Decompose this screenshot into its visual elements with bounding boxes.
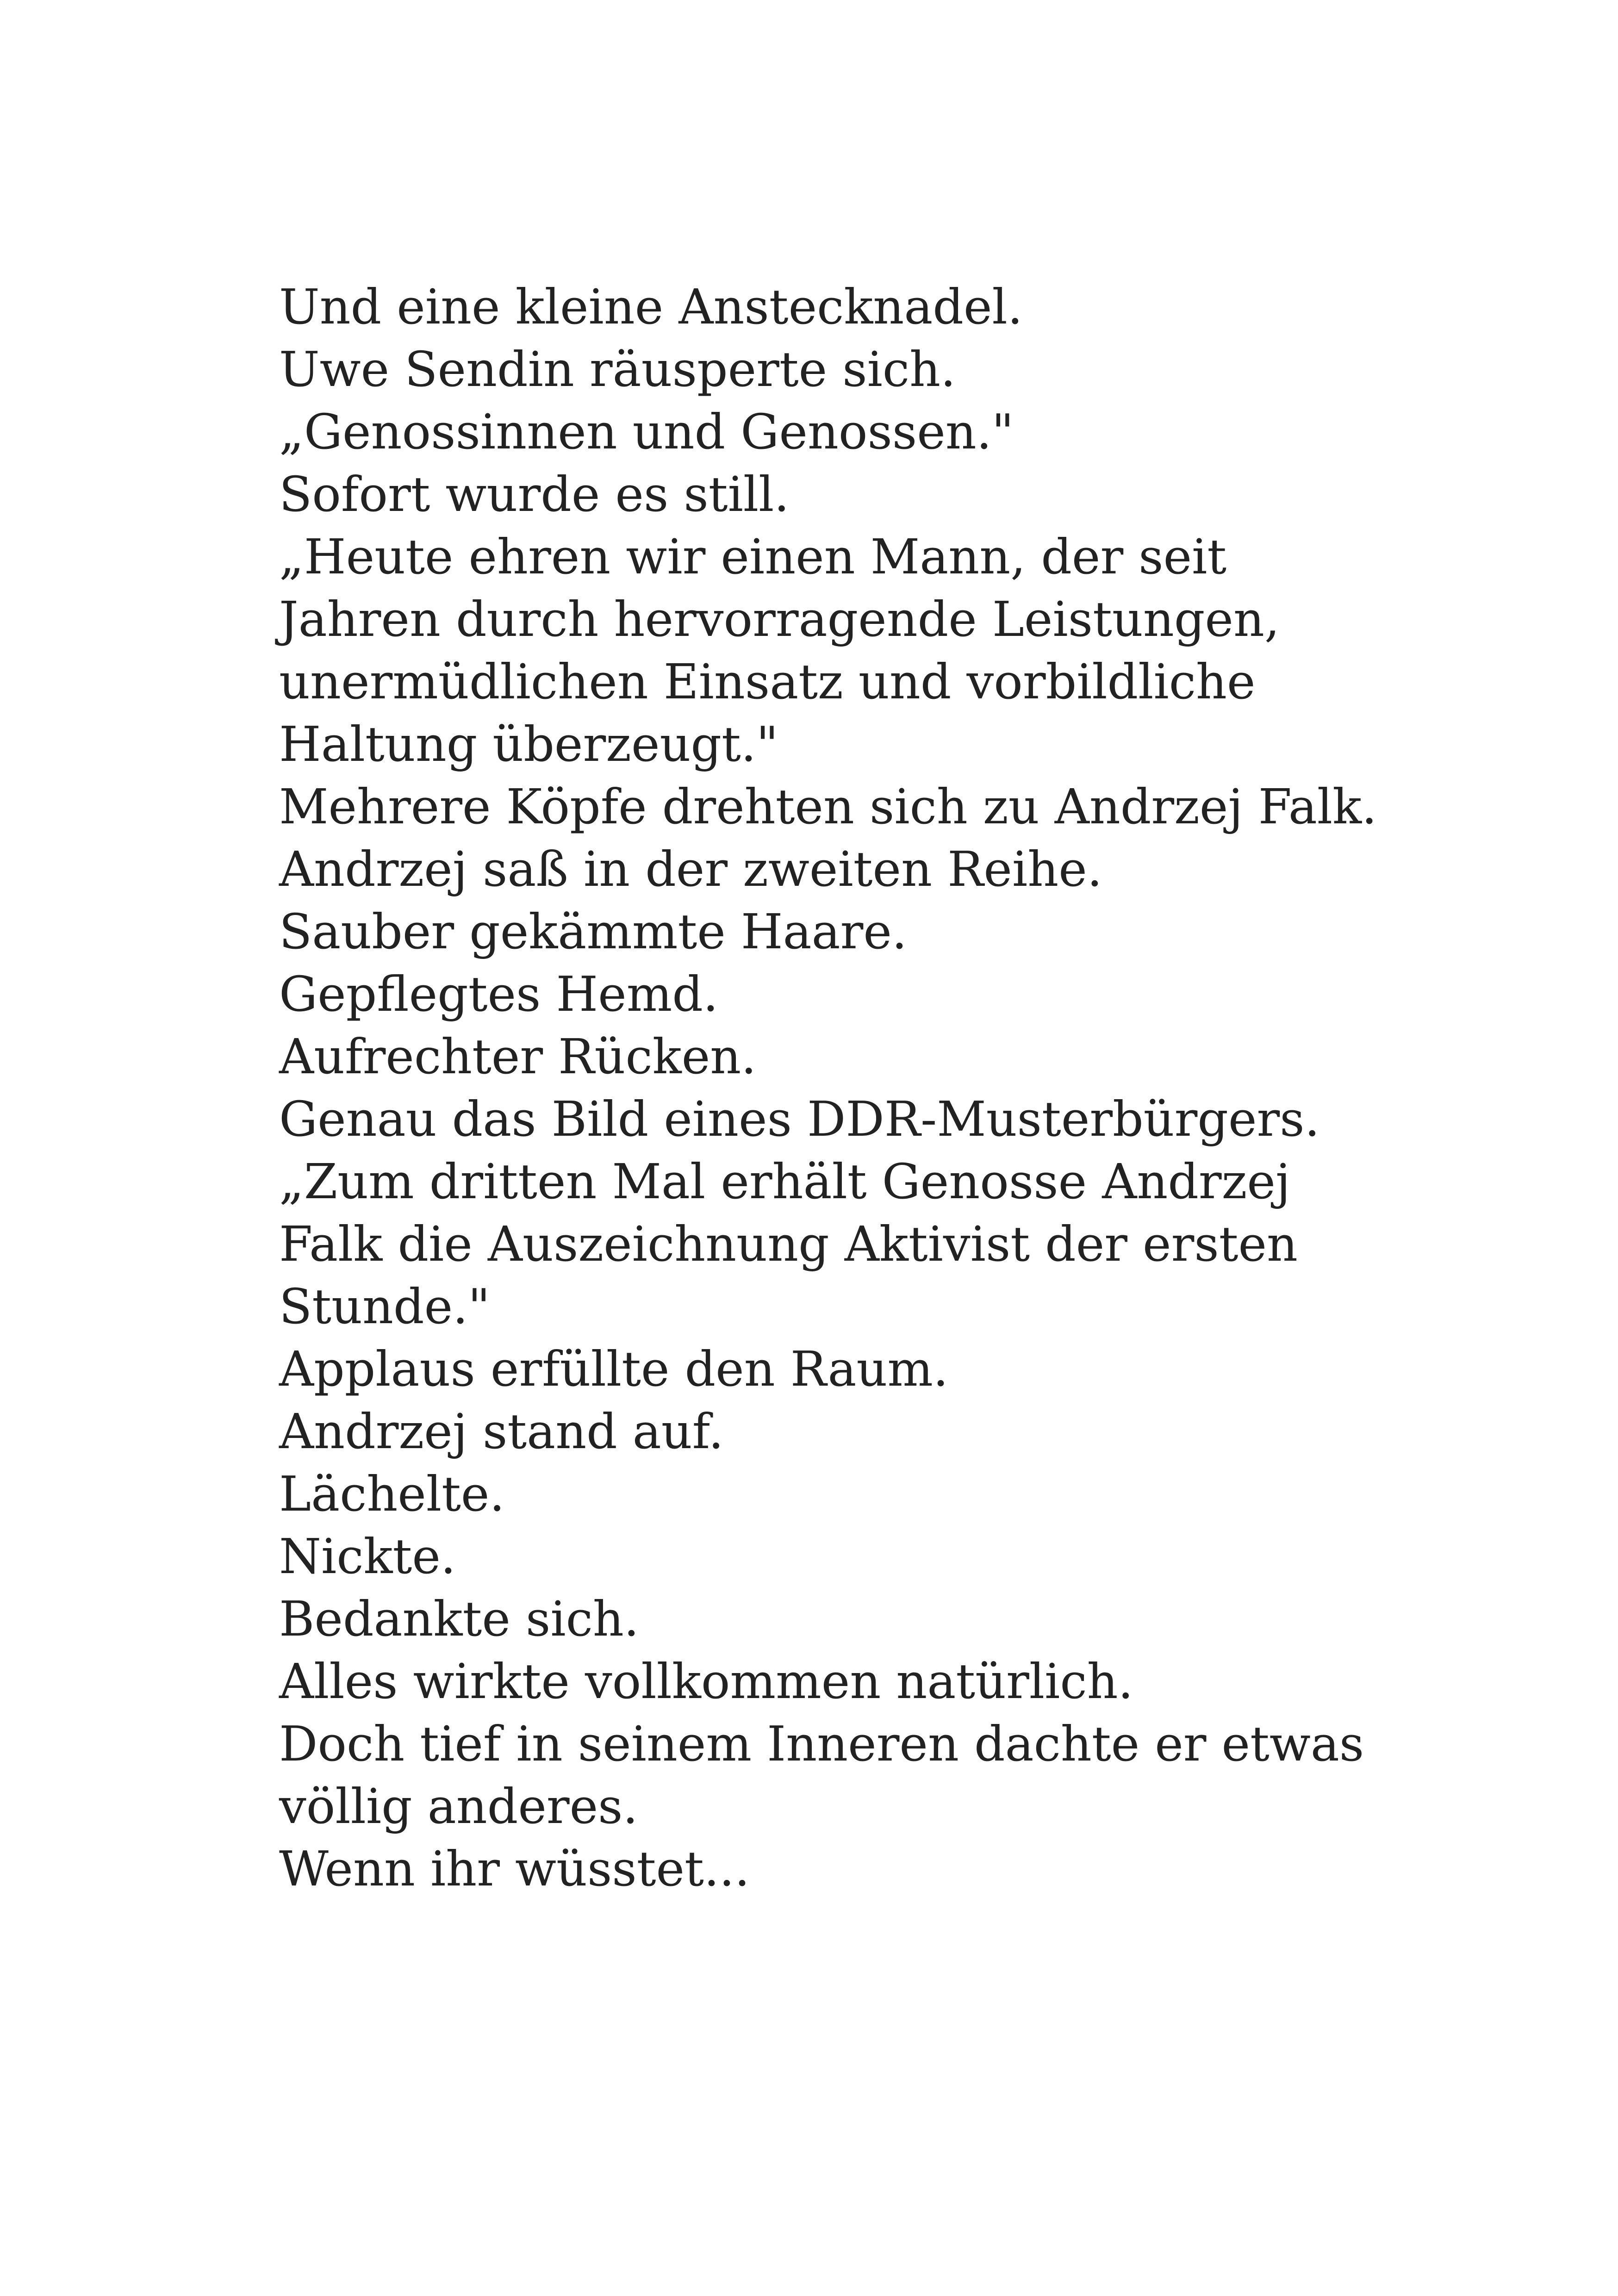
text-line: Applaus erfüllte den Raum. bbox=[279, 1341, 949, 1397]
text-line: völlig anderes. bbox=[279, 1778, 638, 1835]
text-line: Uwe Sendin räusperte sich. bbox=[279, 341, 956, 398]
text-line: „Zum dritten Mal erhält Genosse Andrzej bbox=[279, 1153, 1291, 1210]
body-text bbox=[279, 276, 1390, 1900]
text-line: Wenn ihr wüsstet... bbox=[279, 1841, 750, 1897]
text-line: Doch tief in seinem Inneren dachte er etwas bbox=[279, 1716, 1364, 1772]
text-line: Jahren durch hervorragende Leistungen, bbox=[279, 591, 1280, 647]
text-line: Sauber gekämmte Haare. bbox=[279, 903, 907, 960]
text-line: „Genossinnen und Genossen." bbox=[279, 404, 1014, 460]
text-line: Andrzej stand auf. bbox=[279, 1403, 724, 1460]
text-line: „Heute ehren wir einen Mann, der seit bbox=[279, 529, 1227, 585]
text-line: unermüdlichen Einsatz und vorbildliche bbox=[279, 653, 1256, 710]
text-line: Aufrechter Rücken. bbox=[279, 1028, 757, 1085]
text-line: Haltung überzeugt." bbox=[279, 716, 778, 772]
text-line: Genau das Bild eines DDR-Musterbürgers. bbox=[279, 1091, 1320, 1147]
text-line: Und eine kleine Anstecknadel. bbox=[279, 279, 1023, 335]
text-line: Lächelte. bbox=[279, 1466, 505, 1522]
text-line: Andrzej saß in der zweiten Reihe. bbox=[279, 841, 1102, 897]
text-line: Alles wirkte vollkommen natürlich. bbox=[279, 1653, 1133, 1710]
text-line: Nickte. bbox=[279, 1528, 456, 1585]
text-line: Gepflegtes Hemd. bbox=[279, 966, 718, 1022]
text-line: Bedankte sich. bbox=[279, 1591, 639, 1647]
text-line: Falk die Auszeichnung Aktivist der ersten bbox=[279, 1216, 1298, 1272]
text-line: Stunde." bbox=[279, 1278, 491, 1335]
text-line: Sofort wurde es still. bbox=[279, 466, 790, 523]
text-line: Mehrere Köpfe drehten sich zu Andrzej Falk. bbox=[279, 778, 1377, 835]
